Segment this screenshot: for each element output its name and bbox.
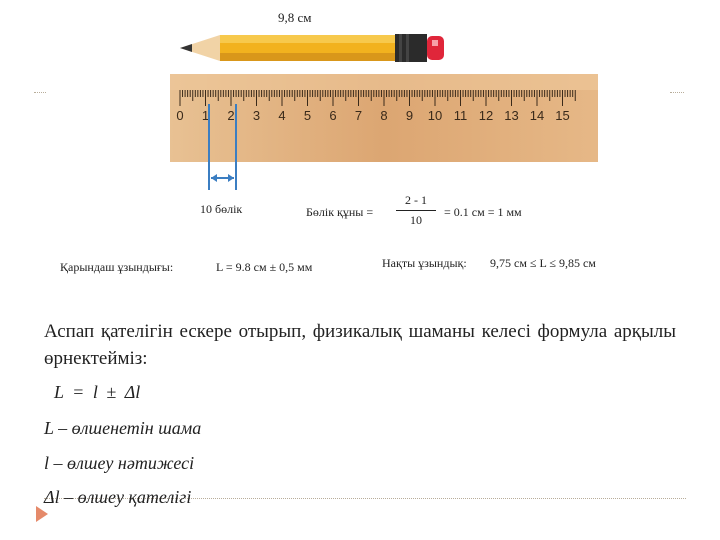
scale-value-fraction <box>396 193 436 228</box>
scale-value-result: = 0.1 см = 1 мм <box>444 205 522 219</box>
ruler-number: 4 <box>278 108 286 123</box>
pencil-length-row-label: Қарындаш ұзындығы: <box>60 260 174 274</box>
top-dotted-divider <box>34 92 46 93</box>
fraction-numerator: 2 - 1 <box>396 193 436 211</box>
next-slide-arrow-icon[interactable] <box>36 506 48 522</box>
ruler-number: 1 <box>201 108 210 123</box>
actual-length-row-value: 9,75 см ≤ L ≤ 9,85 см <box>490 256 596 270</box>
ruler-number: 10 <box>427 108 443 123</box>
fraction-denominator: 10 <box>410 213 422 227</box>
ruler-number: 13 <box>504 108 519 123</box>
ruler-number: 5 <box>303 108 312 123</box>
ruler-number: 8 <box>380 108 388 123</box>
main-paragraph: Аспап қателігін ескере отырып, физикалық шаманы келесі формула арқылы өрнектейміз: <box>44 321 676 369</box>
actual-length-row-label: Нақты ұзындық: <box>382 256 467 270</box>
legend-line-3: Δl – өлшеу қателігі <box>44 487 192 507</box>
legend-line-2: l – өлшеу нәтижесі <box>44 453 195 473</box>
ruler-number: 2 <box>227 108 235 123</box>
ruler-number: 6 <box>329 108 337 123</box>
division-arrow <box>200 104 250 194</box>
scale-value-label: Бөлік құны = <box>306 205 374 219</box>
ruler-number: 0 <box>176 108 184 123</box>
formula: L = l ± Δl <box>54 382 141 402</box>
pencil-image <box>180 30 450 66</box>
ruler-number: 7 <box>354 108 363 123</box>
ruler-number: 9 <box>405 108 414 123</box>
top-dotted-divider-right <box>670 92 684 93</box>
legend-line-1: L – өлшенетін шама <box>44 418 202 438</box>
divisions-label: 10 бөлік <box>200 202 243 216</box>
ruler-number: 12 <box>478 108 494 123</box>
pencil-length-row-value: L = 9.8 см ± 0,5 мм <box>216 260 313 274</box>
ruler-number: 15 <box>555 108 570 123</box>
ruler-number: 3 <box>252 108 261 123</box>
pencil-length-label: 9,8 см <box>278 10 312 25</box>
ruler-number: 11 <box>453 108 468 123</box>
ruler-number: 14 <box>529 108 545 123</box>
